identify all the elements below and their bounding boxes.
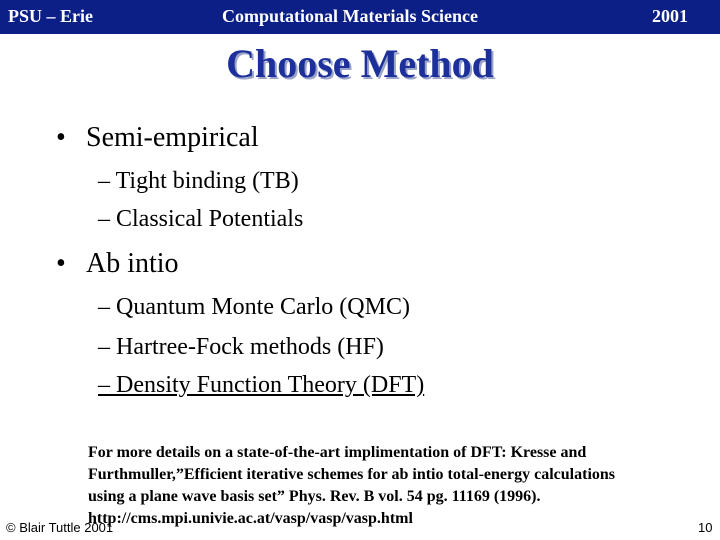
bullet-label: Ab intio xyxy=(86,248,179,279)
page-number: 10 xyxy=(698,520,713,535)
note-url[interactable]: http://cms.mpi.univie.ac.at/vasp/vasp/vasp.html xyxy=(88,510,413,527)
footer-copyright: © Blair Tuttle 2001 xyxy=(6,520,114,535)
dash: – xyxy=(98,206,110,232)
slide-title: Choose Method xyxy=(226,41,494,86)
reference-note xyxy=(88,442,648,530)
bullet-ab-intio xyxy=(56,248,179,280)
header-bar xyxy=(0,0,720,34)
sub-item-hartree-fock xyxy=(98,334,384,361)
note-line: using a plane wave basis set” Phys. Rev. B vol. 54 pg. 11169 (1996). xyxy=(88,488,541,505)
dash: – xyxy=(98,334,110,360)
header-course: Computational Materials Science xyxy=(222,6,478,26)
bullet-semi-empirical xyxy=(56,122,259,154)
header-institution: PSU – Erie xyxy=(8,6,93,26)
note-line: Furthmuller,”Efficient iterative schemes for ab intio total-energy calculations xyxy=(88,466,616,483)
note-line: For more details on a state-of-the-art implimentation of DFT: Kresse and xyxy=(88,444,587,461)
dash: – xyxy=(98,168,110,194)
header-year: 2001 xyxy=(652,6,688,26)
sub-item-qmc xyxy=(98,294,410,321)
dash: – xyxy=(98,294,110,320)
sub-item-dft xyxy=(98,372,424,399)
sub-item-label: Density Function Theory (DFT) xyxy=(116,372,425,398)
sub-item-label: Quantum Monte Carlo (QMC) xyxy=(116,294,410,320)
sub-item-tight-binding xyxy=(98,168,299,195)
bullet-dot: • xyxy=(56,248,66,279)
bullet-dot: • xyxy=(56,122,66,153)
sub-item-classical-potentials xyxy=(98,206,303,233)
sub-item-label: Hartree-Fock methods (HF) xyxy=(116,334,384,360)
sub-item-label: Classical Potentials xyxy=(116,206,304,232)
sub-item-label: Tight binding (TB) xyxy=(115,168,299,194)
dash: – xyxy=(98,372,110,398)
bullet-label: Semi-empirical xyxy=(86,122,259,153)
